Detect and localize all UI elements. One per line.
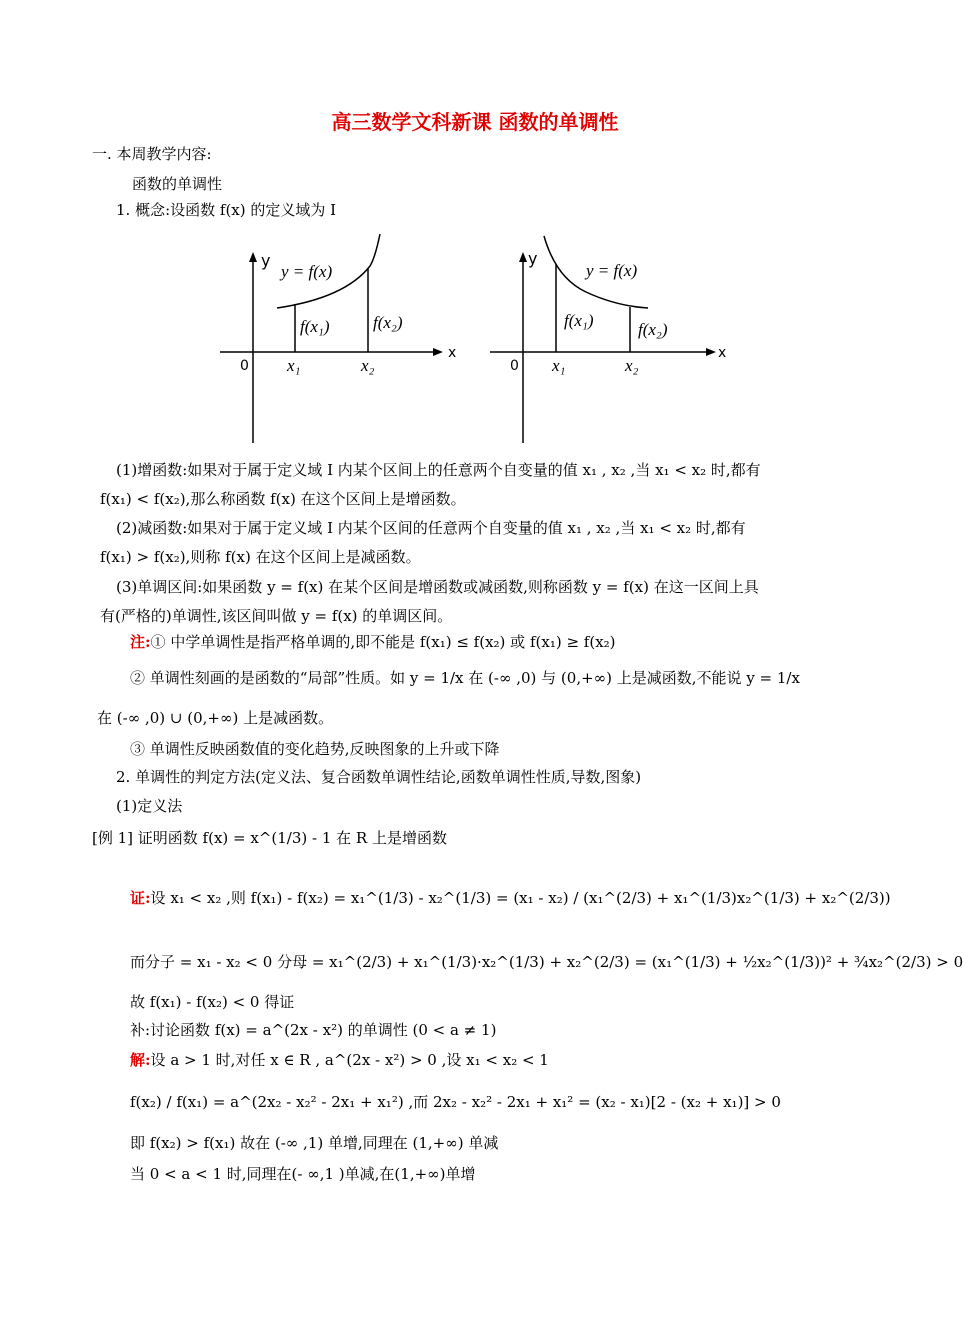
- proof-line-3: 故 f(x₁) - f(x₂) < 0 得证: [130, 993, 295, 1011]
- curve-label: y = f(x): [281, 262, 333, 281]
- page-title: 高三数学文科新课 函数的单调性: [331, 110, 619, 134]
- f-x2-label: f(x₂): [373, 313, 403, 332]
- note-label: 注:: [130, 633, 151, 651]
- solution-line-1: [130, 1050, 549, 1070]
- definition-method: (1)定义法: [116, 797, 183, 815]
- judge-methods: 2. 单调性的判定方法(定义法、复合函数单调性结论,函数单调性性质,导数,图象): [116, 768, 642, 786]
- concept-line: 1. 概念:设函数 f(x) 的定义域为 I: [116, 201, 337, 219]
- note-2: ② 单调性刻画的是函数的“局部”性质。如 y = 1/x 在 (-∞ ,0) 与 (0,+∞) 上是减函数,不能说 y = 1/x: [130, 669, 800, 687]
- section-heading: 一. 本周教学内容:: [92, 145, 212, 163]
- example-1: [例 1] 证明函数 f(x) = x^(1/3) - 1 在 R 上是增函数: [92, 829, 447, 847]
- solution-1-text: 设 a > 1 时,对任 x ∈ R , a^(2x - x²) > 0 ,设 x₁ < x₂ < 1: [150, 1051, 549, 1069]
- x1-label: x₁: [552, 356, 566, 375]
- f-x1-label: f(x₁): [564, 311, 594, 330]
- solution-line-4: 当 0 < a < 1 时,同理在(- ∞,1 )单减,在(1,+∞)单增: [130, 1165, 476, 1183]
- x2-label: x₂: [625, 356, 639, 375]
- curve-label: y = f(x): [586, 261, 638, 280]
- decreasing-def-2: f(x₁) > f(x₂),则称 f(x) 在这个区间上是减函数。: [100, 548, 421, 566]
- x2-label: x₂: [361, 356, 375, 375]
- decreasing-def-1: (2)减函数:如果对于属于定义域 I 内某个区间的任意两个自变量的值 x₁ , x₂ ,当 x₁ < x₂ 时,都有: [116, 519, 746, 537]
- x-axis-label: x: [718, 345, 727, 361]
- x-axis-label: x: [448, 345, 457, 361]
- increasing-def-1: (1)增函数:如果对于属于定义域 I 内某个区间上的任意两个自变量的值 x₁ , x₂ ,当 x₁ < x₂ 时,都有: [116, 461, 761, 479]
- origin-label: 0: [240, 358, 249, 374]
- solution-line-2: f(x₂) / f(x₁) = a^(2x₂ - x₂² - 2x₁ + x₁²) ,而 2x₂ - x₂² - 2x₁ + x₁² = (x₂ - x₁)[2 - (x₂ + x₁)] > 0: [130, 1093, 781, 1111]
- note-1-text: ① 中学单调性是指严格单调的,即不能是 f(x₁) ≤ f(x₂) 或 f(x₁) ≥ f(x₂): [150, 633, 616, 651]
- y-axis-label: y: [528, 249, 538, 268]
- origin-label: 0: [510, 358, 519, 374]
- proof-line-2: 而分子 = x₁ - x₂ < 0 分母 = x₁^(2/3) + x₁^(1/3)·x₂^(1/3) + x₂^(2/3) = (x₁^(1/3) + ½x₂^(1/3))² + ¾x₂^(2/3) > 0: [130, 953, 963, 971]
- increasing-def-2: f(x₁) < f(x₂),那么称函数 f(x) 在这个区间上是增函数。: [100, 490, 466, 508]
- f-x1-label: f(x₁): [300, 317, 330, 336]
- y-axis-label: y: [261, 251, 271, 270]
- note-3: ③ 单调性反映函数值的变化趋势,反映图象的上升或下降: [130, 740, 500, 758]
- note-1: [130, 632, 616, 652]
- proof-line-1: [130, 888, 891, 908]
- monotone-interval-2: 有(严格的)单调性,该区间叫做 y = f(x) 的单调区间。: [100, 607, 453, 625]
- f-x2-label: f(x₂): [638, 320, 668, 339]
- increasing-function-graph: [215, 228, 455, 446]
- monotone-interval-1: (3)单调区间:如果函数 y = f(x) 在某个区间是增函数或减函数,则称函数 y = f(x) 在这一区间上具: [116, 578, 759, 596]
- solution-line-3: 即 f(x₂) > f(x₁) 故在 (-∞ ,1) 单增,同理在 (1,+∞) 单减: [130, 1134, 499, 1152]
- supplement: 补:讨论函数 f(x) = a^(2x - x²) 的单调性 (0 < a ≠ 1): [130, 1021, 497, 1039]
- decreasing-function-graph: [486, 228, 726, 446]
- solution-label: 解:: [130, 1051, 151, 1069]
- proof-label: 证:: [130, 889, 151, 907]
- proof-1-text: 设 x₁ < x₂ ,则 f(x₁) - f(x₂) = x₁^(1/3) - x₂^(1/3) = (x₁ - x₂) / (x₁^(2/3) + x₁^(1/3)x₂^(1/3) + x₂^(2/3)): [150, 889, 891, 907]
- note-2b: 在 (-∞ ,0) ∪ (0,+∞) 上是减函数。: [97, 709, 334, 727]
- topic-line: 函数的单调性: [132, 175, 223, 193]
- x1-label: x₁: [287, 356, 301, 375]
